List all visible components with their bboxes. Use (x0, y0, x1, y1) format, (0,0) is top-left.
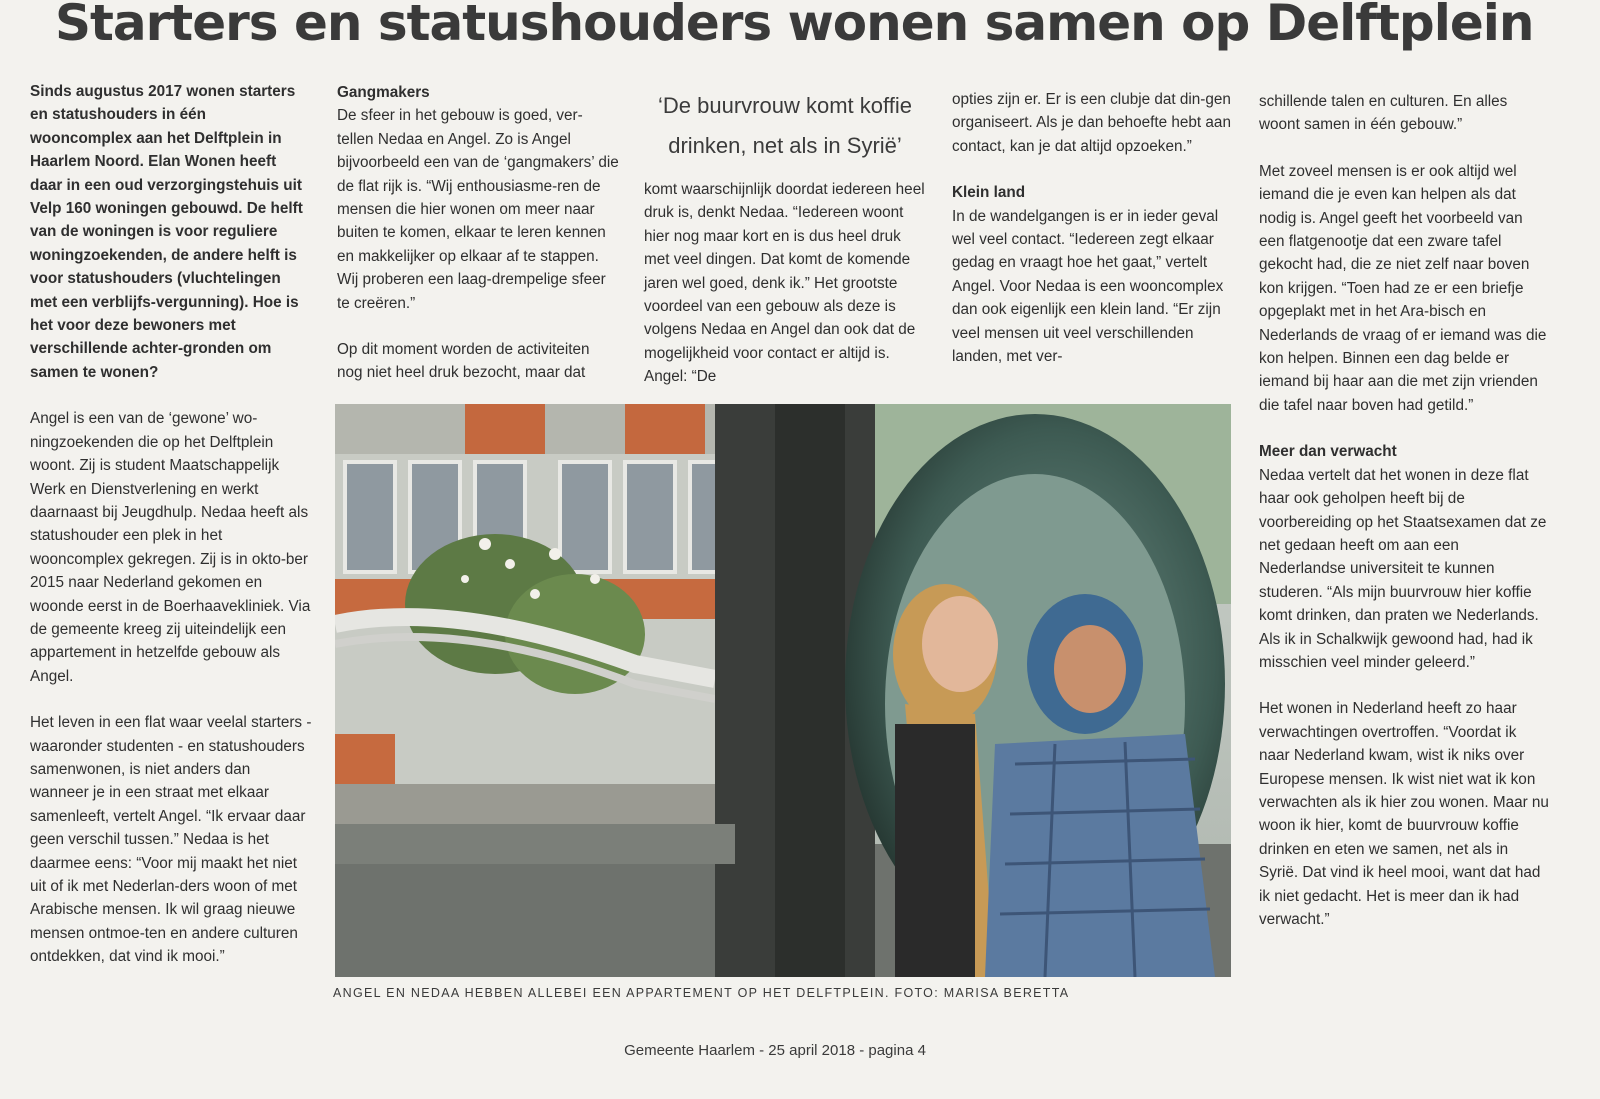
section-heading-klein-land: Klein land (952, 184, 1026, 202)
column-1 (30, 80, 312, 992)
pull-quote: ‘De buurvrouw komt koffie drinken, net als in Syrië’ (658, 93, 912, 158)
body-paragraph: De sfeer in het gebouw is goed, ver-tellen Nedaa en Angel. Zo is Angel bijvoorbeeld een van de ‘gangmakers’ die de flat rijk is. “Wij enthousiasme-ren de mensen die hier wonen om meer naar buiten te komen, elkaar te leren kennen en makkelijker op elkaar af te stappen. Wij proberen een laag-drempelige sfeer te creëren.” (337, 107, 619, 312)
body-paragraph: Het wonen in Nederland heeft zo haar verwachtingen overtroffen. “Voordat ik naar Nederland kwam, wist ik niks over Europese mensen. Ik wist niet wat ik kon verwachten als ik hier zou wonen. Maar nu woon ik hier, komt de buurvrouw koffie drinken en eten we samen, net als in Syrië. Dat vind ik heel mooi, want dat had ik niet gedacht. Het is meer dan ik had verwacht.” (1259, 700, 1549, 928)
body-paragraph: Op dit moment worden de activiteiten nog niet heel druk bezocht, maar dat (337, 341, 590, 382)
page-footer: Gemeente Haarlem - 25 april 2018 - pagina 4 (624, 1042, 926, 1059)
column-3 (644, 178, 929, 412)
column-4 (952, 88, 1242, 391)
section-heading-meer-dan-verwacht: Meer dan verwacht (1259, 443, 1397, 461)
body-paragraph: Nedaa vertelt dat het wonen in deze flat haar ook geholpen heeft bij de voorbereiding op het Staatsexamen dat ze net gedaan heeft om aan een Nederlandse universiteit te kunnen studeren. “Als mijn buurvrouw hier koffie komt drinken, dan praten we Nederlands. Als ik in Schalkwijk gewoond had, had ik misschien veel minder geleerd.” (1259, 466, 1547, 671)
article-photo (335, 404, 1231, 977)
column-5 (1259, 90, 1549, 954)
body-paragraph: In de wandelgangen is er in ieder geval wel veel contact. “Iedereen zegt elkaar gedag en vraagt hoe het gaat,” vertelt Angel. Voor Nedaa is een wooncomplex dan ook eigenlijk een klein land. “Er zijn veel mensen uit veel verschillenden landen, met ver- (952, 207, 1224, 366)
body-paragraph: schillende talen en culturen. En alles woont samen in één gebouw.” (1259, 93, 1508, 134)
body-paragraph: Angel is een van de ‘gewone’ wo-ningzoekenden die op het Delftplein woont. Zij is student Maatschappelijk Werk en Dienstverlening en werkt daarnaast bij Jeugdhulp. Nedaa heeft als statushouder een plek in het wooncomplex gekregen. Zij is in okto-ber 2015 naar Nederland gekomen en woonde eerst in de Boerhaavekliniek. Via de gemeente kreeg zij uiteindelijk een appartement in hetzelfde gebouw als Angel. (30, 410, 311, 685)
body-paragraph: Met zoveel mensen is er ook altijd wel iemand die je even kan helpen als dat nodig is. Angel geeft het voorbeeld van een flatgenootje dat een zware tafel gekocht had, die ze niet zelf naar boven kon krijgen. “Toen had ze er een briefje opgeplakt met in het Ara-bisch en Nederlands de vraag of er iemand was die kon helpen. Binnen een dag belde er iemand bij haar aan die met zijn vrienden die tafel naar boven had getild.” (1259, 162, 1547, 414)
article-headline: Starters en statushouders wonen samen op Delftplein (55, 0, 1534, 52)
column-2 (337, 81, 619, 408)
body-paragraph: opties zijn er. Er is een clubje dat din-gen organiseert. Als je dan behoefte hebt aan contact, kan je dat altijd opzoeken.” (952, 91, 1231, 155)
body-paragraph: komt waarschijnlijk doordat iedereen heel druk is, denkt Nedaa. “Iedereen woont hier nog maar kort en is dus heel druk met veel dingen. Dat komt de komende jaren wel goed, denk ik.” Het grootste voordeel van een gebouw als deze is volgens Nedaa en Angel dan ook dat de mogelijkheid voor contact er altijd is. Angel: “De (644, 181, 925, 386)
photo-illustration (335, 404, 1231, 977)
body-paragraph: Het leven in een flat waar veelal starters - waaronder studenten - en statushouders samenwonen, is niet anders dan wanneer je in een straat met elkaar samenleeft, vertelt Angel. “Ik ervaar daar geen verschil tussen.” Nedaa is het daarmee eens: “Voor mij maakt het niet uit of ik met Nederlan-ders woon of met Arabische mensen. Ik wil graag nieuwe mensen ontmoe-ten en andere culturen ontdekken, dat vind ik mooi.” (30, 714, 312, 966)
section-heading-gangmakers: Gangmakers (337, 84, 430, 101)
photo-caption: ANGEL EN NEDAA HEBBEN ALLEBEI EEN APPARTEMENT OP HET DELFTPLEIN. FOTO: MARISA BERETTA (333, 986, 1070, 1000)
intro-paragraph: Sinds augustus 2017 wonen starters en statushouders in één wooncomplex aan het Delftplein in Haarlem Noord. Elan Wonen heeft daar in een oud verzorgingstehuis uit Velp 160 woningen gebouwd. De helft van de woningen is voor reguliere woningzoekenden, de andere helft is voor statushouders (vluchtelingen met een verblijfs-vergunning). Hoe is het voor deze bewoners met verschillende achter-gronden om samen te wonen? (30, 83, 303, 381)
